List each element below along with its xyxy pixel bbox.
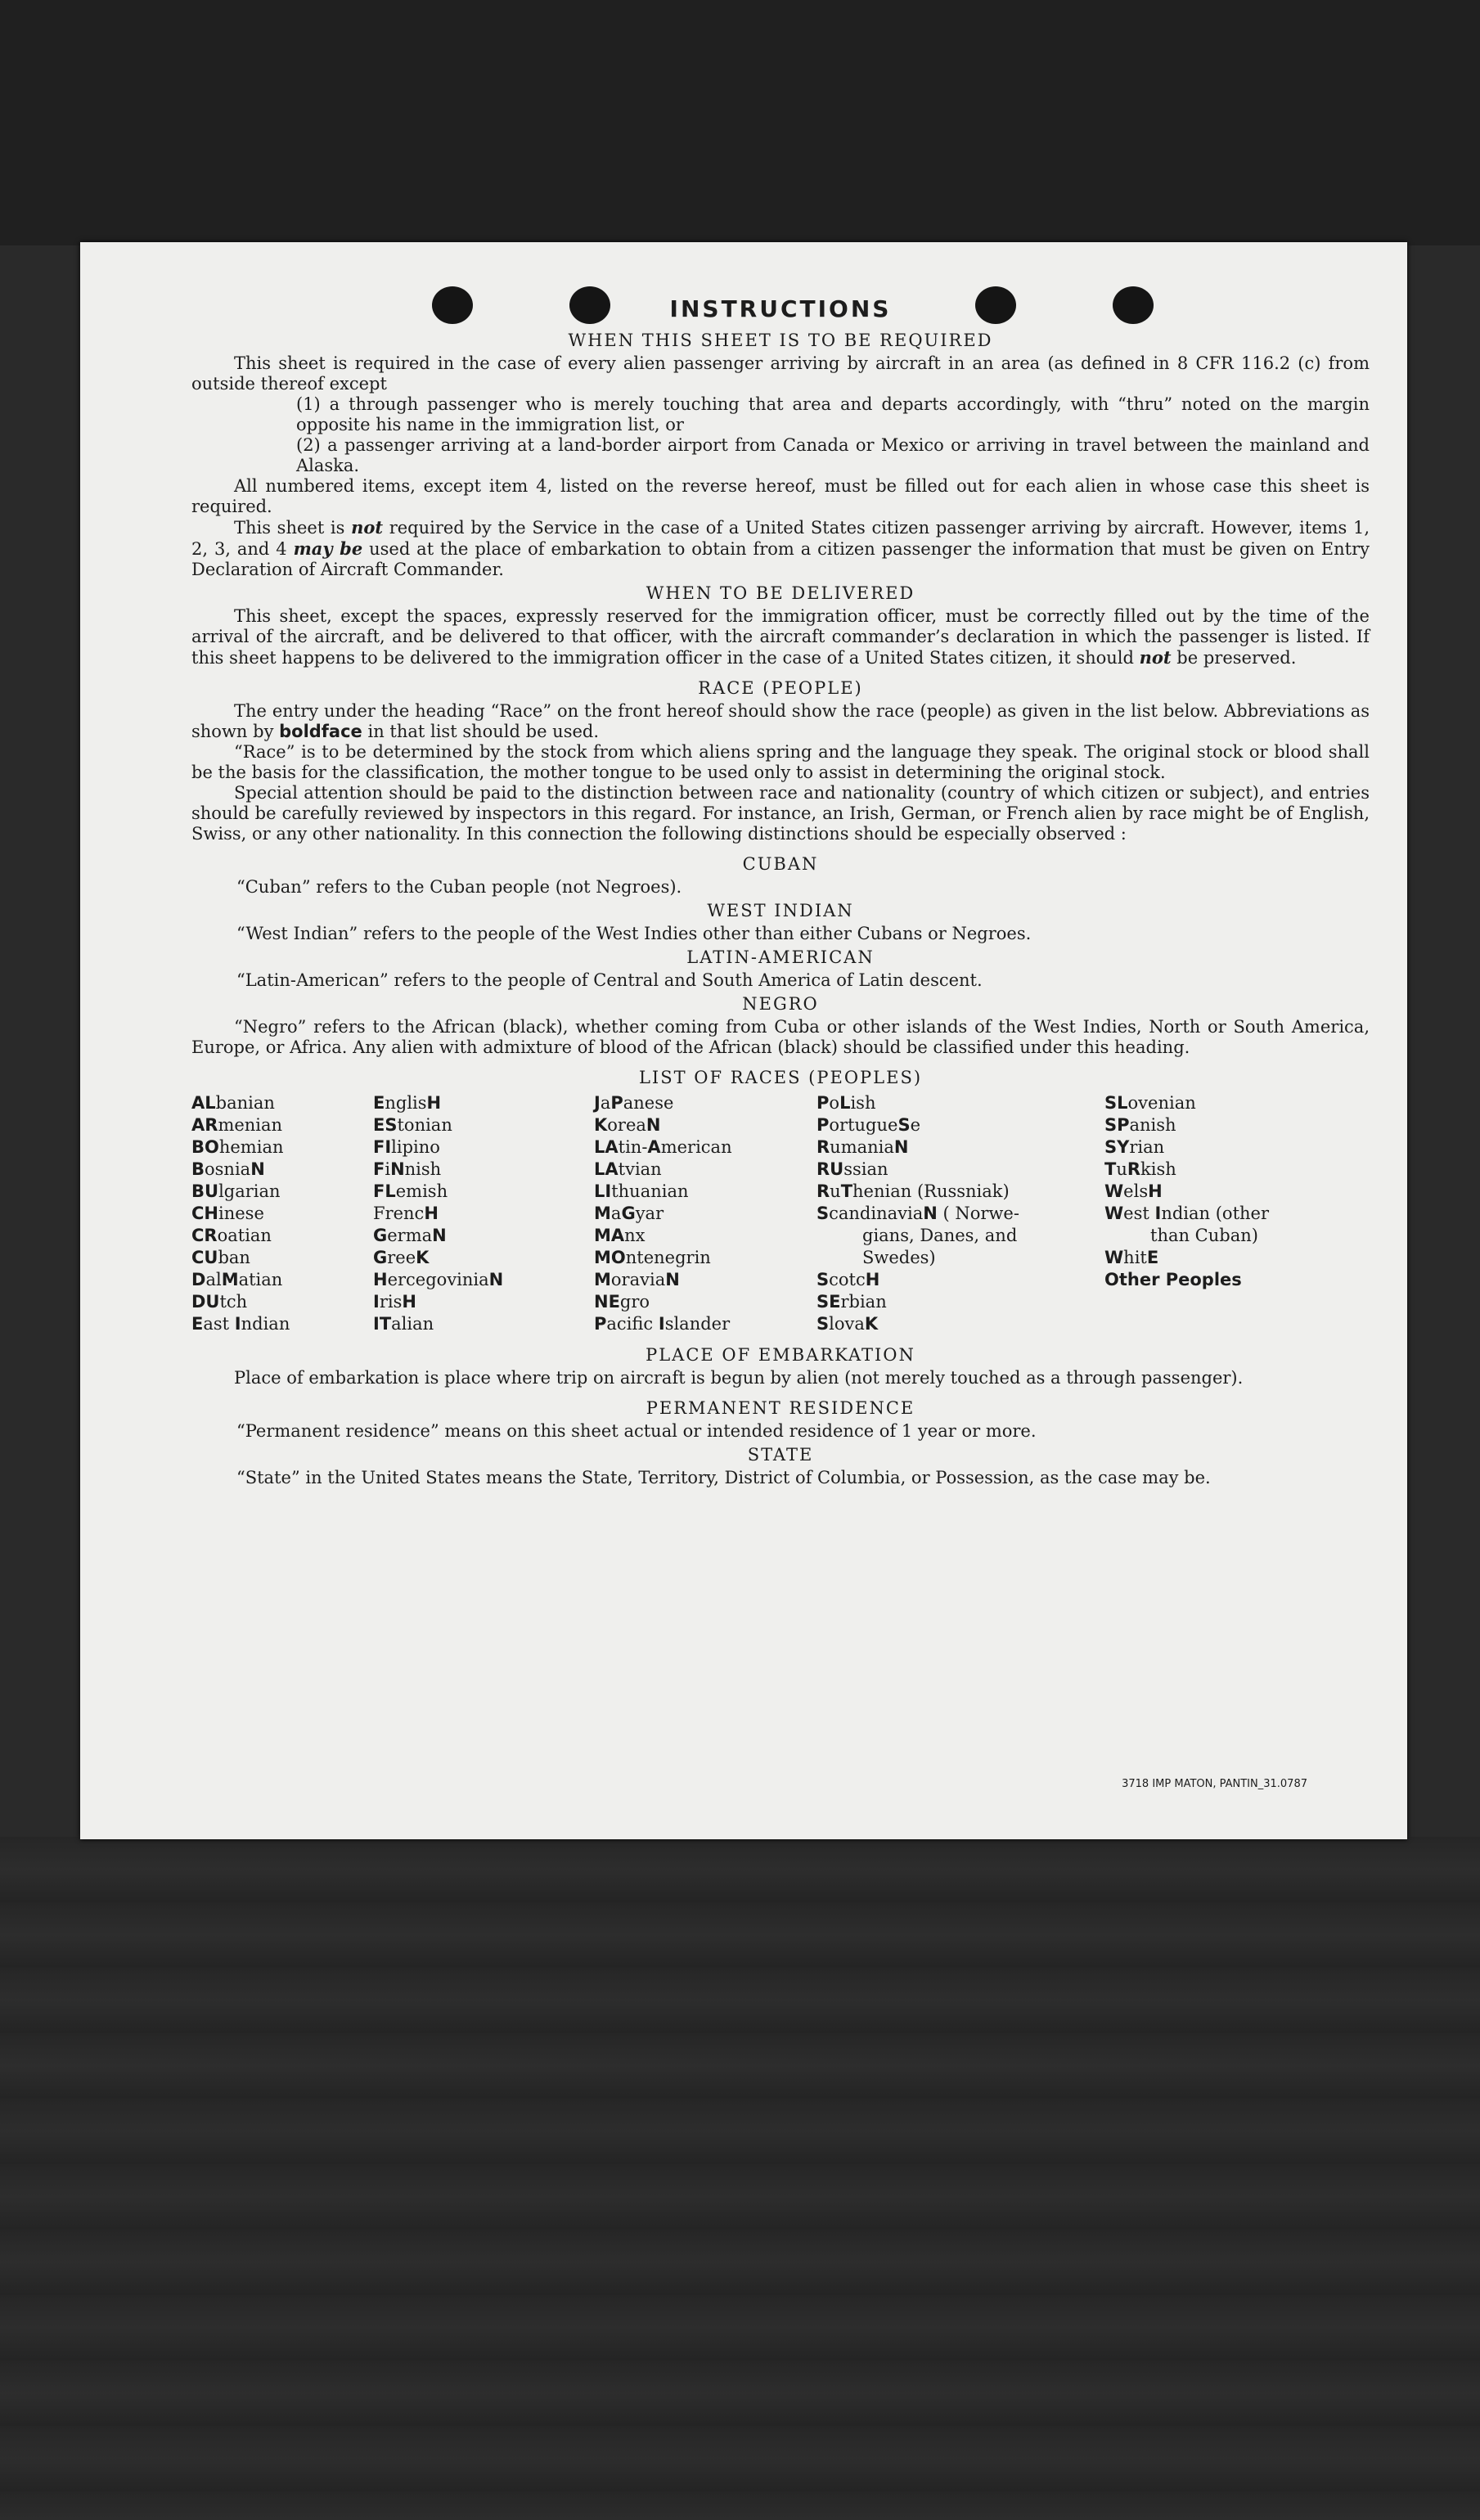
race-entry: SlovaK (816, 1314, 879, 1334)
paragraph: All numbered items, except item 4, listed on the reverse hereof, must be filled out for each alien in whose case this sheet is required. (191, 476, 1370, 516)
race-entry: East Indian (191, 1314, 290, 1334)
race-entry: FrencH (373, 1204, 439, 1223)
race-entry: WelsH (1104, 1181, 1163, 1201)
race-column (594, 1092, 816, 1335)
paragraph: The entry under the heading “Race” on the front hereof should show the race (people) as given in the list below. Abbreviations as shown by boldface in that list should be used. (191, 701, 1370, 741)
heading-race: RACE (PEOPLE) (698, 678, 863, 698)
race-entry: EStonian (373, 1115, 452, 1135)
heading-when-delivered: WHEN TO BE DELIVERED (646, 583, 915, 603)
heading-state: STATE (747, 1445, 814, 1465)
race-entry: EnglisH (373, 1093, 442, 1113)
definition: “Negro” refers to the African (black), whether coming from Cuba or other islands of the West Indies, North or South America, Europe, or Africa. Any alien with admixture of blood of the African (black) should be classified under this heading. (191, 1017, 1370, 1057)
definition: “Latin-American” refers to the people of Central and South America of Latin descent. (236, 970, 983, 990)
race-entry: SYrian (1104, 1137, 1165, 1157)
race-entry: Other Peoples (1104, 1270, 1242, 1289)
definition: “Permanent residence” means on this sheet actual or intended residence of 1 year or more. (236, 1421, 1037, 1441)
race-entry: MOntenegrin (594, 1248, 711, 1267)
race-entry: BUlgarian (191, 1181, 281, 1201)
paragraph: This sheet is not required by the Service in the case of a United States citizen passenger arriving by aircraft. However, items 1, 2, 3, and 4 may be used at the place of embarkation to obtain from a citizen passenger the information that must be given on Entry Declaration of Aircraft Commander. (191, 517, 1370, 579)
race-entry: IrisH (373, 1292, 416, 1312)
race-entry: DUtch (191, 1292, 248, 1312)
race-column (816, 1092, 1104, 1335)
race-entry: ARmenian (191, 1115, 283, 1135)
race-entry: LIthuanian (594, 1181, 689, 1201)
race-entry: West Indian (other than Cuban) (1104, 1204, 1269, 1245)
race-entry: LAtvian (594, 1159, 662, 1179)
paragraph: “Race” is to be determined by the stock from which aliens spring and the language they speak. The original stock or blood shall be the basis for the classification, the mother tongue to be used only to assist in determining the original stock. (191, 742, 1370, 782)
definition: “State” in the United States means the State, Territory, District of Columbia, or Possession, as the case may be. (236, 1468, 1211, 1487)
race-entry: TuRkish (1104, 1159, 1176, 1179)
race-column (191, 1092, 373, 1335)
paragraph: This sheet is required in the case of every alien passenger arriving by aircraft in an area (as defined in 8 CFR 116.2 (c) from outside thereof except (191, 353, 1370, 394)
race-entry: ALbanian (191, 1093, 275, 1113)
definition: Place of embarkation is place where trip on aircraft is begun by alien (not merely touched as a through passenger). (234, 1368, 1244, 1388)
race-entry: FiNnish (373, 1159, 442, 1179)
list-item: (1) a through passenger who is merely touching that area and departs accordingly, with “thru” noted on the margin opposite his name in the immigration list, or (296, 394, 1370, 434)
heading-west-indian: WEST INDIAN (707, 901, 854, 920)
race-entry: FLemish (373, 1181, 448, 1201)
race-entry: DalMatian (191, 1270, 283, 1289)
scan-background-top (0, 0, 1480, 245)
race-entry: GreeK (373, 1248, 430, 1267)
race-entry: LAtin-American (594, 1137, 732, 1157)
paragraph: This sheet, except the spaces, expressly reserved for the immigration officer, must be correctly filled out by the time of the arrival of the aircraft, and be delivered to that officer, with the aircraft commander’s declaration in which the passenger is listed. If this sheet happens to be delivered to the immigration officer in the case of a United States citizen, it should not be preserved. (191, 606, 1370, 668)
heading-residence: PERMANENT RESIDENCE (646, 1398, 915, 1418)
race-entry: SErbian (816, 1292, 887, 1312)
race-entry: BOhemian (191, 1137, 284, 1157)
heading-cuban: CUBAN (742, 854, 819, 874)
race-entry: SLovenian (1104, 1093, 1196, 1113)
race-entry: MaGyar (594, 1204, 664, 1223)
race-entry: ITalian (373, 1314, 434, 1334)
race-entry: FIlipino (373, 1137, 440, 1157)
race-entry: GermaN (373, 1226, 447, 1245)
race-entry: Pacific Islander (594, 1314, 731, 1334)
race-entry: ScotcH (816, 1270, 880, 1289)
definition: “West Indian” refers to the people of the West Indies other than either Cubans or Negroes. (236, 924, 1032, 943)
race-entry: ScandinaviaN ( Norwe- gians, Danes, and Swedes) (816, 1204, 1019, 1267)
page-title: INSTRUCTIONS (669, 295, 892, 322)
race-column (373, 1092, 594, 1335)
race-entry: CHinese (191, 1204, 264, 1223)
race-column (1104, 1092, 1317, 1335)
heading-list-of-races: LIST OF RACES (PEOPLES) (638, 1068, 923, 1087)
race-entry: PoLish (816, 1093, 876, 1113)
race-entry: SPanish (1104, 1115, 1176, 1135)
paragraph: Special attention should be paid to the distinction between race and nationality (country of which citizen or subject), and entries should be carefully reviewed by inspectors in this regard. For instance, an Irish, German, or French alien by race might be of English, Swiss, or any other nationality. In this connection the following distinctions should be especially observed : (191, 783, 1370, 844)
document-body (191, 291, 1370, 1488)
race-entry: MoraviaN (594, 1270, 680, 1289)
race-entry: RUssian (816, 1159, 888, 1179)
document-sheet (80, 242, 1407, 1839)
heading-latin-american: LATIN-AMERICAN (686, 947, 875, 967)
scan-background-bottom (0, 1837, 1480, 2520)
heading-negro: NEGRO (742, 994, 819, 1014)
race-entry: KoreaN (594, 1115, 661, 1135)
print-code: 3718 IMP MATON, PANTIN_31.0787 (1122, 1778, 1307, 1790)
race-entry: HercegoviniaN (373, 1270, 504, 1289)
race-entry: WhitE (1104, 1248, 1159, 1267)
definition: “Cuban” refers to the Cuban people (not Negroes). (236, 877, 682, 897)
race-entry: CRoatian (191, 1226, 272, 1245)
race-entry: RumaniaN (816, 1137, 909, 1157)
race-entry: BosniaN (191, 1159, 265, 1179)
heading-when-required: WHEN THIS SHEET IS TO BE REQUIRED (568, 331, 993, 350)
race-entry: JaPanese (594, 1093, 674, 1113)
list-item: (2) a passenger arriving at a land-border airport from Canada or Mexico or arriving in travel between the mainland and Alaska. (296, 435, 1370, 475)
race-entry: CUban (191, 1248, 250, 1267)
race-list (191, 1092, 1370, 1335)
race-entry: PortugueSe (816, 1115, 921, 1135)
race-entry: RuThenian (Russniak) (816, 1181, 1010, 1201)
race-entry: MAnx (594, 1226, 646, 1245)
heading-embarkation: PLACE OF EMBARKATION (646, 1345, 915, 1365)
race-entry: NEgro (594, 1292, 650, 1312)
